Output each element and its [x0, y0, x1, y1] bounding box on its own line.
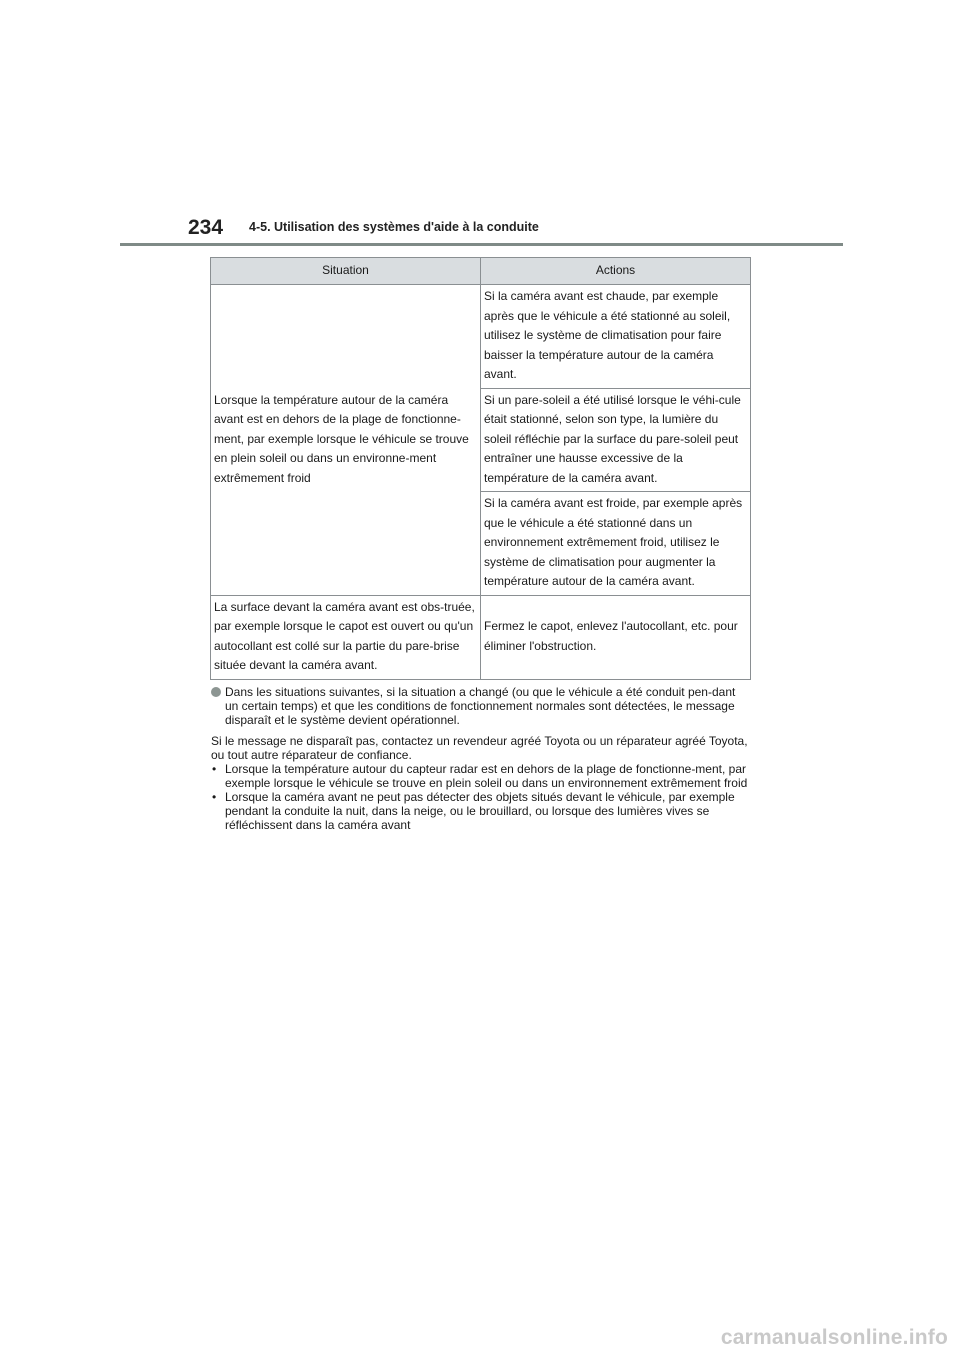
action-cell: Si la caméra avant est chaude, par exemple après que le véhicule a été stationné au soleil, utilisez le système de climatisation pour faire baisser la température autour de la caméra avant.: [481, 285, 751, 389]
action-cell: Fermez le capot, enlevez l'autocollant, etc. pour éliminer l'obstruction.: [481, 595, 751, 679]
page-header: [0, 0, 960, 250]
situation-cell: Lorsque la température autour de la caméra avant est en dehors de la plage de fonctionne-ment, par exemple lorsque le véhicule se trouve en plein soleil ou dans un environne-ment extrêmement froid: [211, 285, 481, 596]
list-item: [211, 790, 751, 832]
notes-section: [211, 685, 751, 832]
note-bullet-text: Dans les situations suivantes, si la situation a changé (ou que le véhicule a été conduit pen-dant un certain temps) et que les conditions de fonctionnement normales sont détectées, le message disparaît et le système devient opérationnel.: [225, 685, 736, 727]
list-bullet-icon: •: [212, 762, 217, 776]
list-item: [211, 762, 751, 790]
situation-cell: La surface devant la caméra avant est obs-truée, par exemple lorsque le capot est ouvert ou qu'un autocollant est collé sur la partie du pare-brise située devant la caméra avant.: [211, 595, 481, 679]
table-header-row: [211, 258, 751, 285]
column-header-actions: Actions: [481, 258, 751, 285]
list-bullet-icon: •: [212, 790, 217, 804]
table-row: [211, 595, 751, 679]
bullet-circle-icon: [211, 687, 221, 697]
table-row: [211, 285, 751, 389]
note-paragraph: Si le message ne disparaît pas, contactez un revendeur agréé Toyota ou un réparateur agréé Toyota, ou tout autre réparateur de confiance.: [211, 734, 748, 762]
page-number: 234: [188, 216, 224, 239]
situation-actions-table: [210, 257, 751, 680]
action-cell: Si un pare-soleil a été utilisé lorsque le véhi-cule était stationné, selon son type, la lumière du soleil réfléchie par la surface du pare-soleil peut entraîner une hausse excessive de la température de la caméra avant.: [481, 388, 751, 492]
list-item-text: Lorsque la température autour du capteur radar est en dehors de la plage de fonctionne-ment, par exemple lorsque le véhicule se trouve en plein soleil ou dans un environnement extrêmement froid: [225, 762, 748, 790]
header-rule: [120, 243, 843, 246]
watermark: carmanualsonline.info: [720, 1326, 948, 1349]
action-cell: Si la caméra avant est froide, par exemple après que le véhicule a été stationné dans un environnement extrêmement froid, utilisez le système de climatisation pour augmenter la température autour de la caméra avant.: [481, 492, 751, 596]
section-title: 4-5. Utilisation des systèmes d'aide à la conduite: [249, 220, 539, 234]
column-header-situation: Situation: [211, 258, 481, 285]
list-item-text: Lorsque la caméra avant ne peut pas détecter des objets situés devant le véhicule, par exemple pendant la conduite la nuit, dans la neige, ou le brouillard, ou lorsque des lumières vives se réfléchissent dans la caméra avant: [225, 790, 735, 832]
note-bullet: [211, 685, 751, 727]
